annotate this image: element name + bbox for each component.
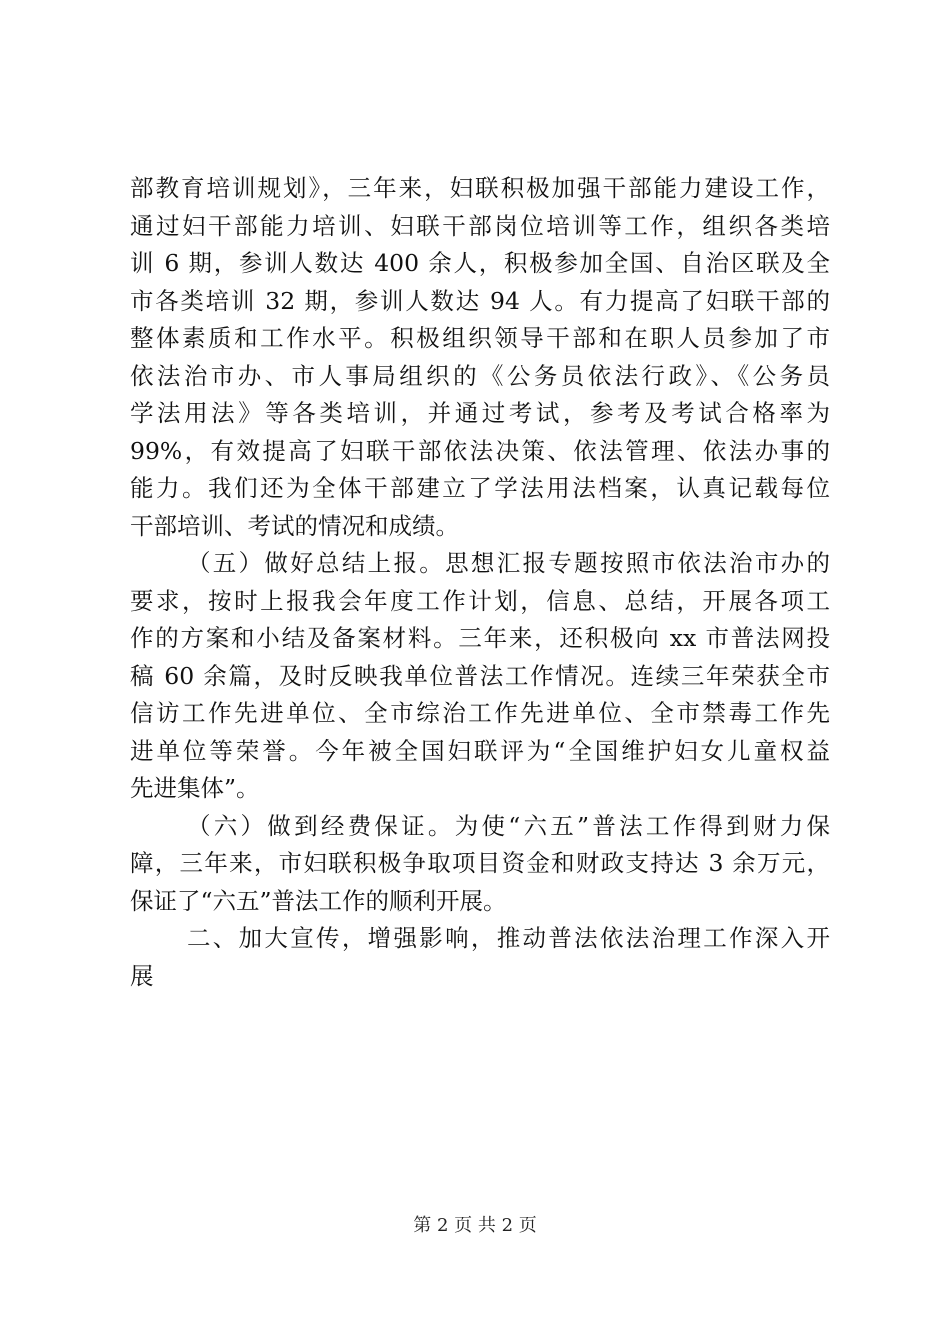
text-line: 通过妇干部能力培训、妇联干部岗位培训等工作，组织各类培 [130,211,830,240]
text-line: 干部培训、考试的情况和成绩。 [130,511,459,540]
text-line: 信访工作先进单位、全市综治工作先进单位、全市禁毒工作先 [130,699,830,727]
text-line: 先进集体”。 [130,774,260,802]
page-number-label: 第 2 页 共 2 页 [413,1215,537,1236]
text-line: 市各类培训 32 期，参训人数达 94 人。有力提高了妇联干部的 [130,286,830,315]
text-line: 进单位等荣誉。今年被全国妇联评为“全国维护妇女儿童权益 [130,736,830,765]
text-line: 保证了“六五”普法工作的顺利开展。 [130,886,507,915]
text-line: 整体素质和工作水平。积极组织领导干部和在职人员参加了市 [130,324,830,352]
text-line: 展 [130,961,154,990]
text-line: 99%，有效提高了妇联干部依法决策、依法管理、依法办事的 [130,436,830,465]
text-line: 能力。我们还为全体干部建立了学法用法档案，认真记载每位 [130,474,830,502]
section-heading-2: 二、加大宣传，增强影响，推动普法依法治理工作深入开 [187,924,830,952]
paragraph-heading-6: （六）做到经费保证。为使“六五”普法工作得到财力保 [187,811,830,840]
paragraph-heading-5: （五）做好总结上报。思想汇报专题按照市依法治市办的 [187,549,830,577]
text-line: 要求，按时上报我会年度工作计划，信息、总结，开展各项工 [130,586,830,615]
text-line: 作的方案和小结及备案材料。三年来，还积极向 xx 市普法网投 [130,624,830,652]
text-line: 稿 60 余篇，及时反映我单位普法工作情况。连续三年荣获全市 [130,661,830,690]
text-line: 部教育培训规划》，三年来，妇联积极加强干部能力建设工作， [130,174,830,202]
document-body [130,170,830,995]
text-line: 训 6 期，参训人数达 400 余人，积极参加全国、自治区联及全 [130,249,830,277]
text-line: 依法治市办、市人事局组织的《公务员依法行政》、《公务员 [130,361,830,390]
page-footer [0,1214,950,1238]
text-line: 学法用法》等各类培训，并通过考试，参考及考试合格率为 [130,399,830,427]
text-line: 障，三年来，市妇联积极争取项目资金和财政支持达 3 余万元， [130,849,830,877]
